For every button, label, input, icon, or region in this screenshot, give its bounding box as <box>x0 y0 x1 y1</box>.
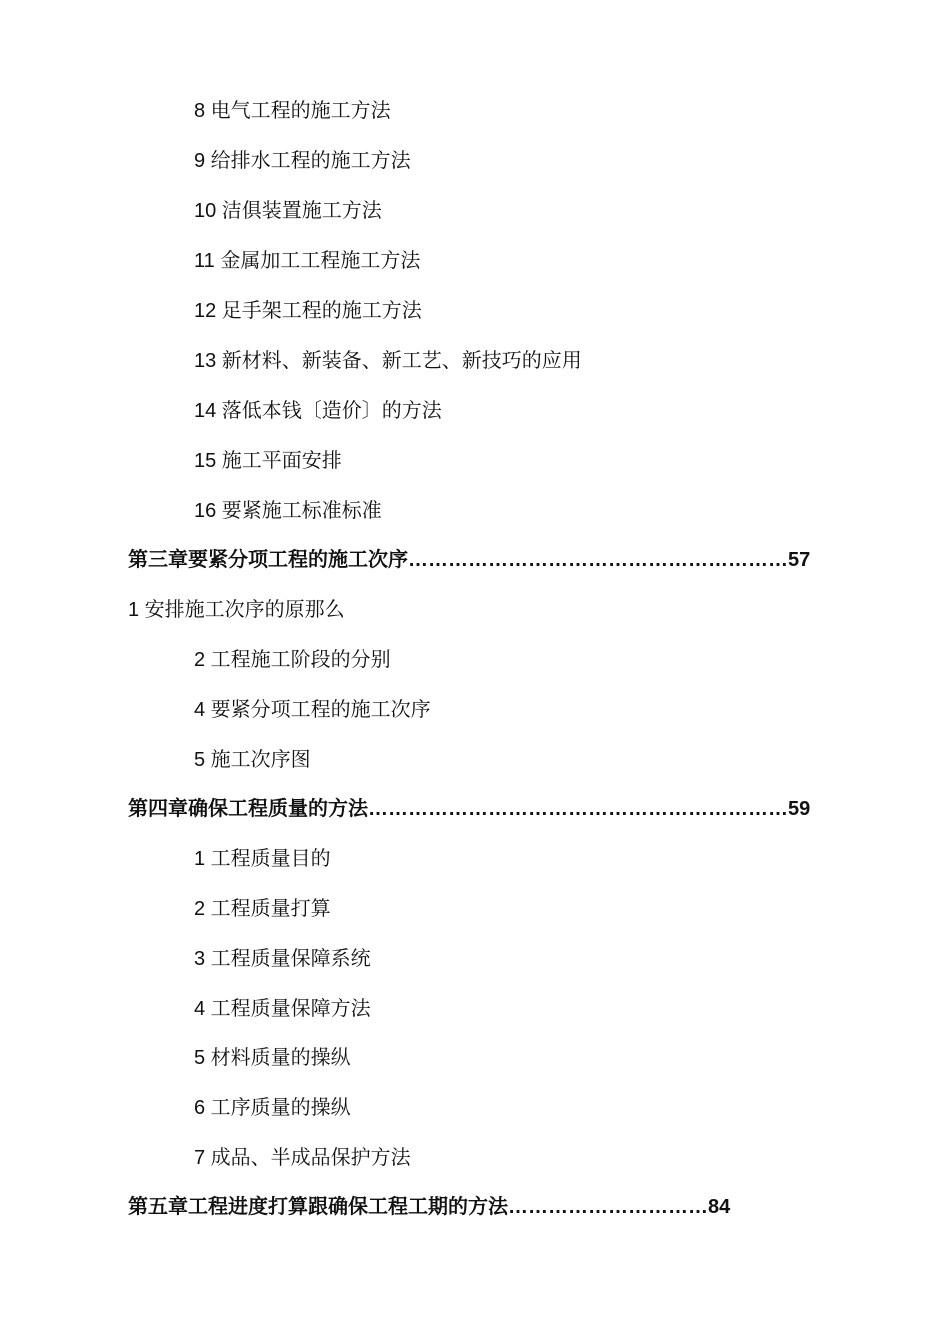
page-number: 84 <box>708 1196 731 1218</box>
chapter-title: 第三章要紧分项工程的施工次序 <box>128 549 408 571</box>
toc-item: 9 给排水工程的施工方法 <box>194 150 411 172</box>
toc-item: 6 工序质量的操纵 <box>194 1097 351 1119</box>
toc-item: 1 安排施工次序的原那么 <box>128 599 345 621</box>
toc-chapter-3 <box>128 545 810 575</box>
toc-item: 3 工程质量保障系统 <box>194 948 371 970</box>
toc-item: 5 施工次序图 <box>194 749 311 771</box>
toc-item: 12 足手架工程的施工方法 <box>194 300 422 322</box>
toc-item: 8 电气工程的施工方法 <box>194 100 391 122</box>
dot-leader: ………………………… <box>508 1196 708 1218</box>
toc-item: 2 工程质量打算 <box>194 898 331 920</box>
toc-item: 11 金属加工工程施工方法 <box>194 250 421 272</box>
toc-item: 1 工程质量目的 <box>194 848 331 870</box>
toc-chapter-5 <box>128 1192 730 1222</box>
chapter-title: 第五章工程进度打算跟确保工程工期的方法 <box>128 1196 508 1218</box>
chapter-title: 第四章确保工程质量的方法 <box>128 798 368 820</box>
toc-chapter-4 <box>128 794 810 824</box>
toc-item: 7 成品、半成品保护方法 <box>194 1147 411 1169</box>
toc-item: 10 洁俱装置施工方法 <box>194 200 382 222</box>
toc-item: 14 落低本钱〔造价〕的方法 <box>194 400 442 422</box>
toc-item: 2 工程施工阶段的分别 <box>194 649 391 671</box>
dot-leader: ……………………………………………………… <box>368 798 788 820</box>
dot-leader: ………………………………………………… <box>408 549 788 571</box>
toc-item: 16 要紧施工标准标准 <box>194 500 382 522</box>
toc-item: 13 新材料、新装备、新工艺、新技巧的应用 <box>194 350 582 372</box>
toc-item: 15 施工平面安排 <box>194 450 342 472</box>
toc-item: 5 材料质量的操纵 <box>194 1047 351 1069</box>
page-number: 59 <box>788 798 811 820</box>
toc-item: 4 要紧分项工程的施工次序 <box>194 699 431 721</box>
page-number: 57 <box>788 549 811 571</box>
toc-item: 4 工程质量保障方法 <box>194 998 371 1020</box>
